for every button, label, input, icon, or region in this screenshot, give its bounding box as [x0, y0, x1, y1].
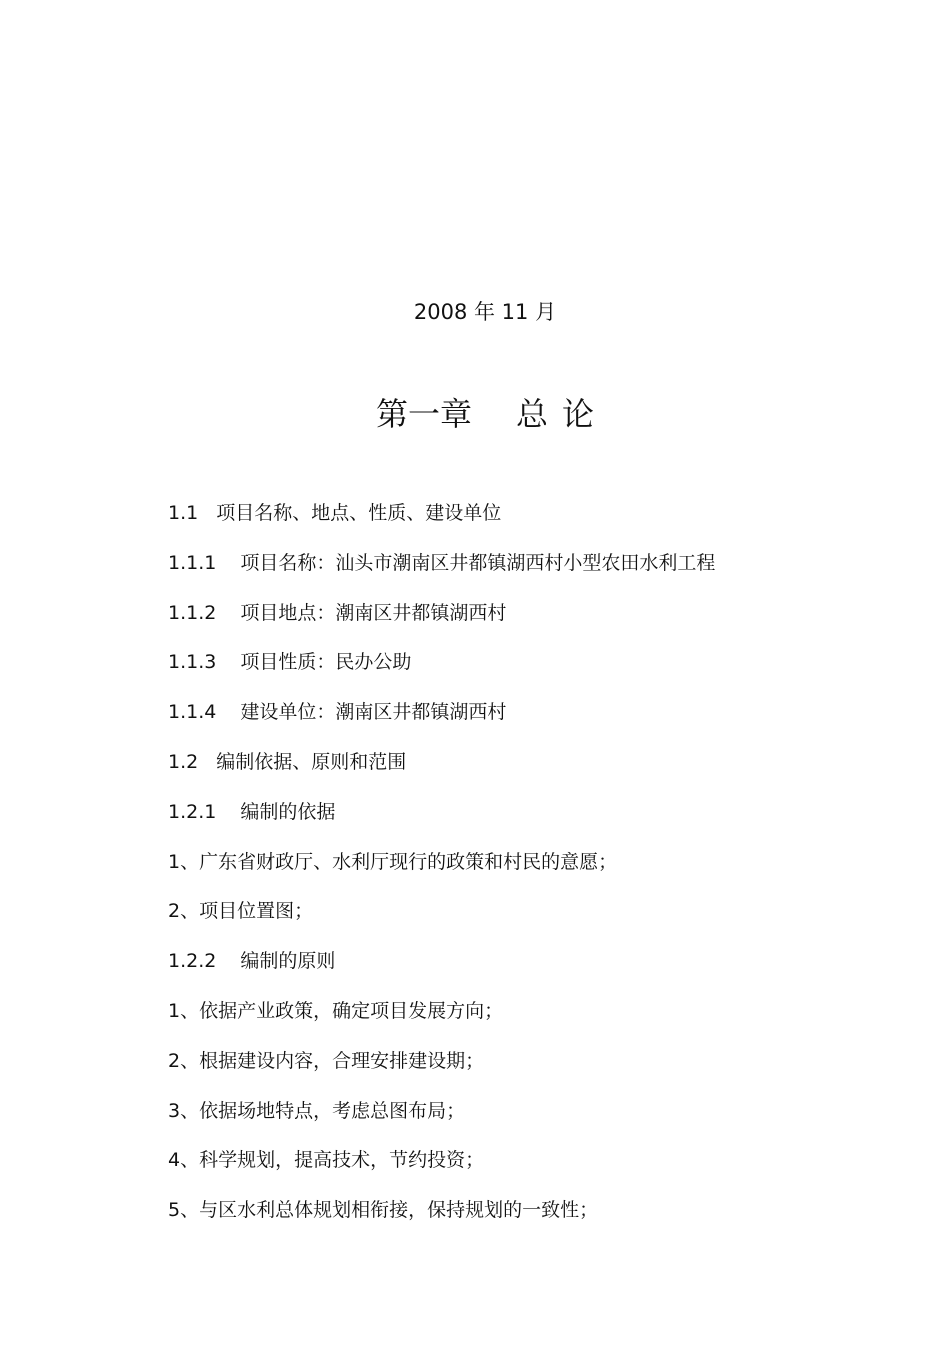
- list-item: [168, 1046, 888, 1096]
- section-number: 1.2.1: [168, 800, 217, 823]
- section-text: 项目地点：潮南区井都镇湖西村: [240, 601, 507, 624]
- list-item-text: 2、项目位置图；: [168, 900, 314, 923]
- section-heading-1-1-3: [168, 647, 888, 697]
- list-item: [168, 1096, 888, 1146]
- section-heading-1-2-2: [168, 946, 888, 996]
- section-heading-1-2-1: [168, 797, 888, 847]
- chapter-title-part1: 总: [515, 395, 548, 433]
- section-number: 1.1.3: [168, 651, 217, 674]
- document-date: 2008 年 11 月: [413, 300, 557, 324]
- list-item: [168, 1195, 888, 1245]
- list-item-text: 3、依据场地特点，考虑总图布局；: [168, 1099, 466, 1122]
- section-number: 1.2.2: [168, 950, 217, 973]
- list-item: [168, 1145, 888, 1195]
- list-item-text: 1、广东省财政厅、水利厅现行的政策和村民的意愿；: [168, 850, 618, 873]
- list-item: [168, 996, 888, 1046]
- section-number: 1.2: [168, 750, 199, 773]
- list-item-text: 1、依据产业政策，确定项目发展方向；: [168, 999, 504, 1022]
- section-text: 编制依据、原则和范围: [216, 750, 407, 773]
- section-text: 项目性质：民办公助: [240, 651, 412, 674]
- chapter-title-part2: 论: [562, 395, 595, 433]
- section-text: 建设单位：潮南区井都镇湖西村: [240, 701, 507, 724]
- section-heading-1-1-2: [168, 598, 888, 648]
- list-item: [168, 847, 888, 897]
- list-item: [168, 896, 888, 946]
- section-text: 编制的原则: [240, 950, 336, 973]
- section-number: 1.1.1: [168, 551, 217, 574]
- document-body: [168, 498, 888, 1245]
- chapter-number: 第一章: [375, 395, 472, 433]
- section-text: 项目名称：汕头市潮南区井都镇湖西村小型农田水利工程: [240, 551, 716, 574]
- section-text: 编制的依据: [240, 800, 336, 823]
- chapter-heading: [0, 392, 950, 436]
- list-item-text: 5、与区水利总体规划相衔接，保持规划的一致性；: [168, 1199, 599, 1222]
- section-heading-1-1: [168, 498, 888, 548]
- section-number: 1.1: [168, 502, 199, 524]
- list-item-text: 2、根据建设内容，合理安排建设期；: [168, 1049, 485, 1072]
- section-heading-1-1-1: [168, 548, 888, 598]
- section-text: 项目名称、地点、性质、建设单位: [216, 502, 502, 524]
- section-heading-1-2: [168, 747, 888, 797]
- list-item-text: 4、科学规划，提高技术，节约投资；: [168, 1149, 485, 1172]
- section-number: 1.1.4: [168, 701, 217, 724]
- section-heading-1-1-4: [168, 697, 888, 747]
- section-number: 1.1.2: [168, 601, 217, 624]
